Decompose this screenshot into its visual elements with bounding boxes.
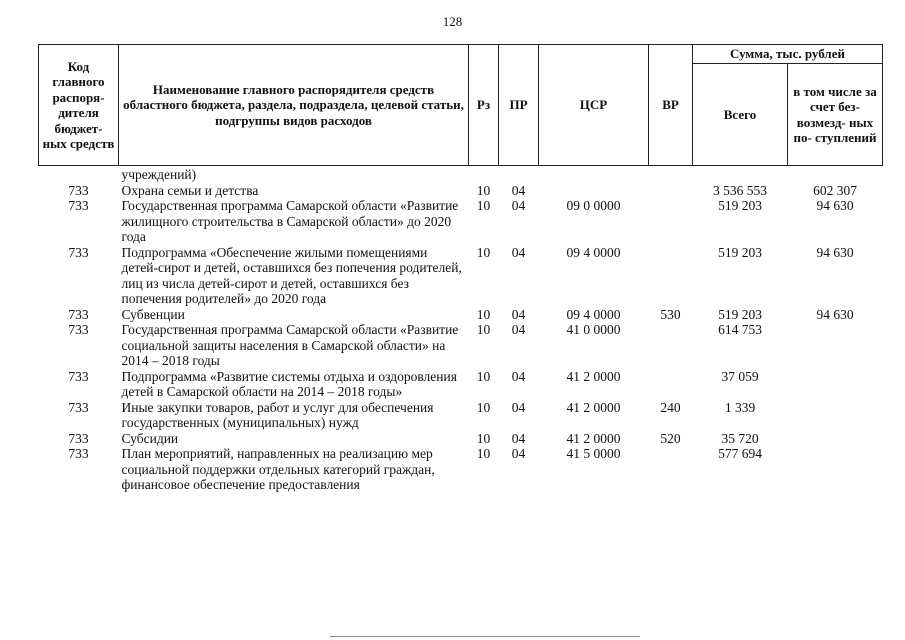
row-total: 519 203: [718, 244, 762, 260]
row-code: 733: [68, 182, 89, 198]
row-csr: 41 0 0000: [566, 322, 621, 337]
row-vr: [649, 446, 693, 493]
row-code: 733: [68, 244, 89, 260]
row-vr: [649, 322, 693, 369]
header-name: Наименование главного распорядителя средств областного бюджета, раздела, подраздела, целевой статьи, подгруппы видов расходов: [119, 45, 469, 166]
row-code: 733: [68, 368, 89, 384]
row-grant: [788, 369, 883, 400]
row-csr: 41 5 0000: [566, 446, 621, 461]
row-code: 733: [68, 399, 89, 415]
row-total: 614 753: [718, 322, 762, 337]
row-grant: [788, 322, 883, 369]
row-vr: [649, 198, 693, 245]
row-pr: 04: [511, 182, 526, 198]
table-row: [39, 322, 883, 369]
header-total: Всего: [693, 64, 788, 166]
row-code: 733: [68, 446, 89, 461]
row-name: Государственная программа Самарской области «Развитие социальной защиты населения в Самарской области» на 2014 – 2018 годы: [121, 322, 459, 368]
table-row: [39, 198, 883, 245]
row-rz: 10: [476, 430, 491, 446]
header-vr: ВР: [649, 45, 693, 166]
row-pr: 04: [511, 198, 526, 213]
row-grant: [788, 431, 883, 447]
row-rz: 10: [476, 198, 491, 213]
row-csr: 41 2 0000: [566, 430, 621, 446]
row-code: 733: [68, 306, 89, 322]
row-vr: 240: [660, 399, 681, 415]
row-pr: 04: [511, 399, 526, 415]
row-pr: 04: [511, 244, 526, 260]
row-name: Государственная программа Самарской области «Развитие жилищного строительства в Самарской области» до 2020 года: [121, 198, 459, 244]
row-name: Подпрограмма «Развитие системы отдыха и оздоровления детей в Самарской области на 2014 – 2018 годы»: [121, 368, 457, 399]
row-vr: [649, 245, 693, 307]
row-total: 37 059: [721, 368, 759, 384]
header-rz: Рз: [469, 45, 499, 166]
table-row: [39, 400, 883, 431]
table-body: [39, 166, 883, 493]
row-name: Субвенции: [121, 306, 185, 322]
row-total: 519 203: [718, 198, 762, 213]
row-code: 733: [68, 430, 89, 446]
row-grant: 94 630: [816, 306, 854, 322]
row-rz: 10: [476, 322, 491, 337]
row-csr: 41 2 0000: [566, 368, 621, 384]
row-vr: 530: [660, 306, 681, 322]
table-row: [39, 183, 883, 199]
row-name: Подпрограмма «Обеспечение жилыми помещениями детей-сирот и детей, оставшихся без попечения родителей, лиц из числа детей-сирот и детей, оставшихся без попечения родителей» до 2020 года: [121, 244, 462, 306]
table-row: [39, 307, 883, 323]
row-grant: 602 307: [813, 182, 857, 198]
row-vr: [649, 183, 693, 199]
continuation-text: учреждений): [121, 167, 197, 182]
row-csr: 09 4 0000: [566, 244, 621, 260]
row-csr: 41 2 0000: [566, 399, 621, 415]
row-rz: 10: [476, 182, 491, 198]
row-grant: 94 630: [816, 198, 854, 213]
row-grant: 94 630: [816, 244, 854, 260]
row-code: 733: [68, 198, 89, 213]
header-pr: ПР: [499, 45, 539, 166]
row-csr: [539, 183, 649, 199]
row-csr: 09 0 0000: [566, 198, 621, 213]
header-code: Код главного распоря- дителя бюджет- ных средств: [39, 45, 119, 166]
row-pr: 04: [511, 430, 526, 446]
table-row: [39, 369, 883, 400]
row-code: 733: [68, 322, 89, 337]
continuation-row: [39, 166, 883, 183]
row-total: 519 203: [718, 306, 762, 322]
row-pr: 04: [511, 446, 526, 461]
row-rz: 10: [476, 368, 491, 384]
row-name: План мероприятий, направленных на реализацию мер социальной поддержки отдельных категорий граждан, финансовое обеспечение предоставления: [121, 446, 435, 492]
row-name: Иные закупки товаров, работ и услуг для обеспечения государственных (муниципальных) нужд: [121, 399, 434, 430]
row-rz: 10: [476, 446, 491, 461]
row-pr: 04: [511, 306, 526, 322]
header-csr: ЦСР: [539, 45, 649, 166]
bottom-divider: [330, 636, 640, 637]
row-total: 1 339: [724, 399, 756, 415]
row-pr: 04: [511, 368, 526, 384]
row-rz: 10: [476, 399, 491, 415]
row-grant: [788, 400, 883, 431]
table-row: [39, 431, 883, 447]
row-name: Охрана семьи и детства: [121, 182, 259, 198]
row-rz: 10: [476, 244, 491, 260]
row-total: 3 536 553: [713, 182, 767, 198]
row-grant: [788, 446, 883, 493]
row-total: 35 720: [721, 430, 759, 446]
budget-table: [38, 44, 883, 493]
row-csr: 09 4 0000: [566, 306, 621, 322]
row-total: 577 694: [718, 446, 762, 461]
table-row: [39, 446, 883, 493]
row-vr: 520: [660, 430, 681, 446]
row-name: Субсидии: [121, 430, 179, 446]
row-rz: 10: [476, 306, 491, 322]
header-sum: Сумма, тыс. рублей: [693, 45, 883, 64]
table-header: [39, 45, 883, 166]
row-pr: 04: [511, 322, 526, 337]
table-row: [39, 245, 883, 307]
row-vr: [649, 369, 693, 400]
header-grant: в том числе за счет без- возмезд- ных по- ступлений: [788, 64, 883, 166]
page-number: 128: [442, 14, 463, 29]
